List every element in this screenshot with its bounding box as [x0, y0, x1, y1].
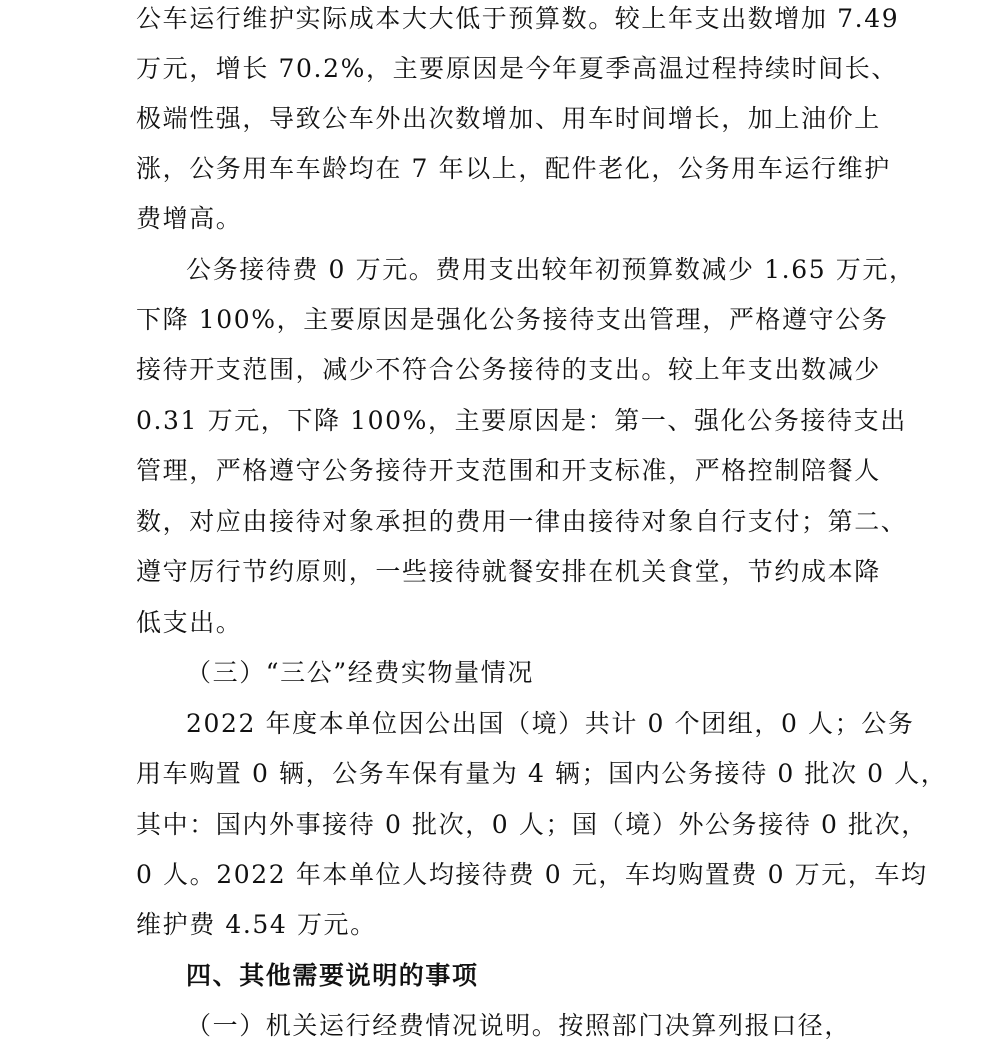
- text-line-19: 维护费 4.54 万元。: [136, 910, 377, 939]
- text-line-5: 费增高。: [136, 204, 243, 233]
- text-line-4: 涨，公务用车车龄均在 7 年以上，配件老化，公务用车运行维护: [136, 154, 891, 183]
- text-line-2: 万元，增长 70.2%，主要原因是今年夏季高温过程持续时间长、: [136, 54, 898, 83]
- text-line-21: （一）机关运行经费情况说明。按照部门决算列报口径，: [186, 1011, 852, 1040]
- text-line-3: 极端性强，导致公车外出次数增加、用车时间增长，加上油价上: [136, 104, 881, 133]
- text-line-12: 遵守厉行节约原则，一些接待就餐安排在机关食堂，节约成本降: [136, 557, 881, 586]
- text-line-8: 接待开支范围，减少不符合公务接待的支出。较上年支出数减少: [136, 355, 881, 384]
- section-heading-physical-quantity: （三）“三公”经费实物量情况: [186, 658, 534, 687]
- paragraph-reception-line-1: 公务接待费 0 万元。费用支出较年初预算数减少 1.65 万元，: [186, 255, 916, 284]
- text-line-17: 其中：国内外事接待 0 批次，0 人；国（境）外公务接待 0 批次，: [136, 810, 928, 839]
- text-line-11: 数，对应由接待对象承担的费用一律由接待对象自行支付；第二、: [136, 507, 908, 536]
- section-heading-other-matters: 四、其他需要说明的事项: [186, 961, 479, 990]
- text-line-7: 下降 100%，主要原因是强化公务接待支出管理，严格遵守公务: [136, 305, 889, 334]
- text-line-16: 用车购置 0 辆，公务车保有量为 4 辆；国内公务接待 0 批次 0 人，: [136, 759, 948, 788]
- text-line-10: 管理，严格遵守公务接待开支范围和开支标准，严格控制陪餐人: [136, 456, 881, 485]
- text-line-13: 低支出。: [136, 608, 243, 637]
- text-line-18: 0 人。2022 年本单位人均接待费 0 元，车均购置费 0 万元，车均: [136, 860, 928, 889]
- text-line-9: 0.31 万元，下降 100%，主要原因是：第一、强化公务接待支出: [136, 406, 907, 435]
- paragraph-2022-line-1: 2022 年度本单位因公出国（境）共计 0 个团组，0 人；公务: [186, 709, 915, 738]
- text-line-1: 公车运行维护实际成本大大低于预算数。较上年支出数增加 7.49: [136, 4, 900, 33]
